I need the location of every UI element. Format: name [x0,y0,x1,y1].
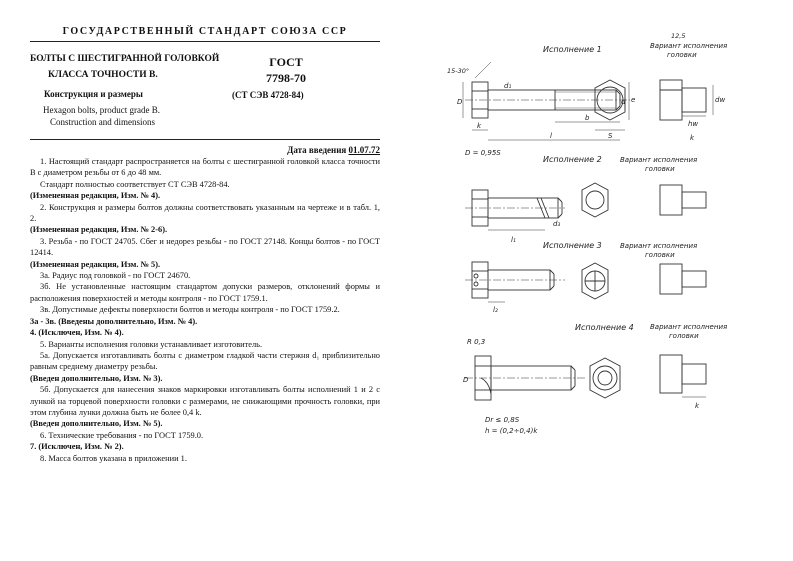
header-rule [30,41,380,42]
roughness-value: 12,5 [671,32,686,40]
gost-block [236,54,336,86]
dim-d3: d₃ [553,220,561,228]
title-line-1: БОЛТЫ С ШЕСТИГРАННОЙ ГОЛОВКОЙ [30,54,220,64]
amendment-note: 3а - 3в. (Введены дополнительно, Изм. № 4). [30,316,198,326]
execution-3-label: Исполнение 3 [543,241,602,250]
state-standard-heading: ГОСУДАРСТВЕННЫЙ СТАНДАРТ СОЮЗА ССР [62,26,348,37]
title-line-2: КЛАССА ТОЧНОСТИ В. [48,70,158,80]
clause-paragraph: 5б. Допускается для нанесения знаков маркировки изготавливать болты исполнений 1 и 2 с лункой на торцевой поверхности головки с размерами, не снижающими прочность головки, при этом глубина лунки должна быть не более 0,4 k. [30,385,380,417]
clause-paragraph: 3. Резьба - по ГОСТ 24705. Сбег и недорез резьбы - по ГОСТ 27148. Концы болтов - по ГОСТ 12414. [30,236,380,258]
execution-2-label: Исполнение 2 [543,155,602,164]
amendment-note: (Измененная редакция, Изм. № 5). [30,259,161,269]
english-line-2: Construction and dimensions [50,117,155,127]
clause-paragraph: 5. Варианты исполнения головки устанавливает изготовитель. [40,339,263,349]
clause-paragraph: 3в. Допустимые дефекты поверхности болтов и методы контроля - по ГОСТ 1759.2. [40,305,340,315]
dim-radius: R 0,3 [467,338,486,346]
gost-number: 7798-70 [266,71,306,85]
dim-s-1: S [608,132,613,140]
head-variant-3-line-1: Вариант исполнения [620,242,698,250]
title-line-3: Конструкция и размеры [44,89,143,99]
execution-1-label: Исполнение 1 [543,45,602,54]
clause-paragraph: 3а. Радиус под головкой - по ГОСТ 24670. [40,271,191,281]
bolt-drawing-svg [445,30,775,440]
head-variant-2-line-1: Вариант исполнения [620,156,698,164]
dim-d1-1: d₁ [504,82,512,90]
amendment-note: (Измененная редакция, Изм. № 4). [30,191,161,201]
head-variant-2-line-2: головки [645,165,675,173]
clause-paragraph: 1. Настоящий стандарт распространяется на болты с шестигранной головкой класса точности В с диаметром резьбы от 6 до 48 мм. [30,157,380,178]
intro-label: Дата введения [287,145,347,155]
head-variant-4-line-2: головки [669,332,699,340]
english-title [43,104,160,128]
document-title [30,54,230,99]
amendment-note: 7. (Исключен, Изм. № 2). [30,442,124,452]
clause-paragraph: 8. Масса болтов указана в приложении 1. [40,453,187,463]
head-variant-1-line-2: головки [667,51,697,59]
dim-l-1: l [550,132,552,140]
clause-paragraph: 6. Технические требования - по ГОСТ 1759.0. [40,430,204,440]
note-dr: Dr ≤ 0,8S [485,416,520,424]
head-variant-3-line-2: головки [645,251,675,259]
dim-l2: l₂ [493,306,498,314]
dim-e-1: e [631,96,636,104]
st-sev-reference: (СТ СЭВ 4728-84) [232,90,304,100]
head-variant-1-line-1: Вариант исполнения [650,42,728,50]
intro-date-value: 01.07.72 [348,145,380,155]
title-rule [30,139,380,140]
clause-paragraph: 3б. Не установленные настоящим стандартом допуски размеров, отклонений формы и расположения поверхностей и методы контроля - по ГОСТ 1759.1. [30,282,380,303]
dim-d-1: d [621,98,626,106]
head-variant-4-line-1: Вариант исполнения [650,323,728,331]
body-text [30,156,380,464]
dim-dw: dw [715,96,726,104]
clause-paragraph: 2. Конструкция и размеры болтов должны соответствовать указанным на чертеже и в табл. 1, 2. [30,202,380,224]
english-line-1: Hexagon bolts, product grade B. [43,105,160,115]
dim-b-1: b [585,114,590,122]
amendment-note: (Введен дополнительно, Изм. № 3). [30,373,163,383]
chamfer-angle: 15-30° [447,67,470,75]
amendment-note: 4. (Исключен, Изм. № 4). [30,328,124,338]
dim-k-1: k [477,122,482,130]
dim-k-variant-4: k [695,402,700,410]
bolt-drawing [445,30,775,440]
note-d-equals: D = 0,95S [465,149,501,157]
note-h: h = (0,2÷0,4)k [485,427,538,435]
gost-label: ГОСТ [269,55,303,69]
clause-paragraph: 5а. Допускается изготавливать болты с диаметром гладкой части стержня d₁ приблизительно равным среднему диаметру резьбы. [30,350,380,372]
execution-4-label: Исполнение 4 [575,323,634,332]
dim-k-variant-1: k [690,134,695,142]
introduction-date [287,145,380,155]
amendment-note: (Измененная редакция, Изм. № 2-6). [30,225,168,235]
clause-paragraph: Стандарт полностью соответствует СТ СЭВ 4728-84. [40,179,230,189]
amendment-note: (Введен дополнительно, Изм. № 5). [30,419,163,429]
dim-l1: l₁ [511,236,516,244]
dim-hw: hw [688,120,699,128]
dim-D-1: D [457,98,463,106]
dim-D-4: D [463,376,469,384]
